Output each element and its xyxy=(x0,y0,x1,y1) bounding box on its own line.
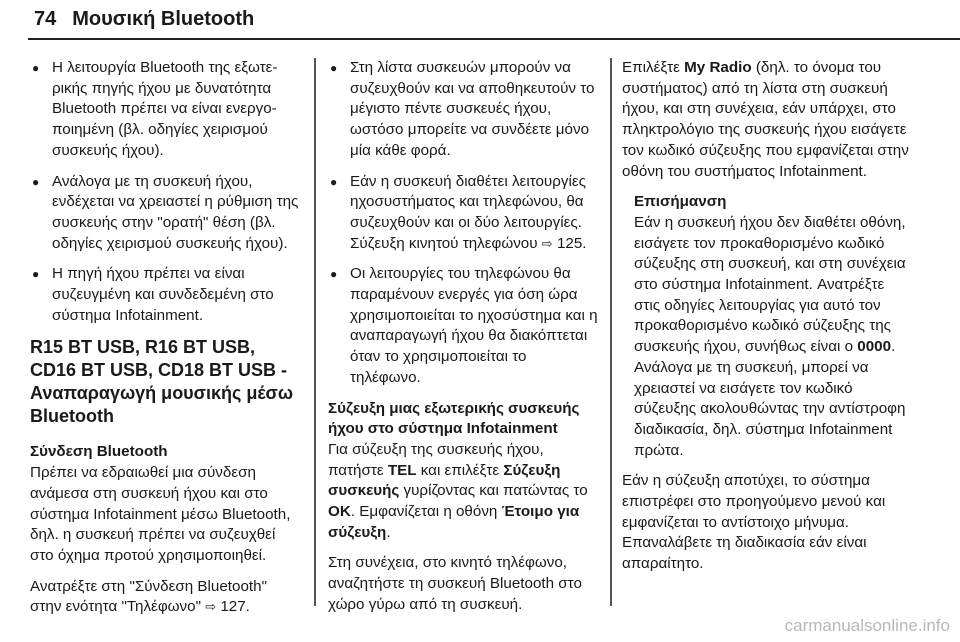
subheading-pairing: Σύζευξη μιας εξωτερικής συσκευής ήχου στο σύστημα Infotainment xyxy=(328,399,580,438)
paragraph: Ανατρέξτε στη "Σύνδεση Bluetooth" στην ενότητα "Τηλέφωνο" ⇨ 127. xyxy=(30,577,267,616)
paragraph: Εάν η σύζευξη αποτύχει, το σύστημα επιστρέφει στο προηγούμενο μενού και εμφανίζεται το αντίστοιχο μήνυμα. Επαναλάβετε τη διαδικασία εάν είναι απαραίτητο. xyxy=(622,472,886,573)
pair-device-menu: Σύζευξη συσκευής xyxy=(328,461,561,500)
column-divider-1 xyxy=(314,58,316,606)
paragraph: Πρέπει να εδραιωθεί μια σύνδεση ανάμεσα στη συσκευή ήχου και στο σύστημα Infotainment μέσω Bluetooth, δηλ. η συσκευή πρέπει να συζευχθεί στο όχημα προτού χρησιμοποιηθεί. xyxy=(30,464,291,564)
column-divider-2 xyxy=(610,58,612,606)
paragraph: Στη συνέχεια, στο κινητό τηλέφωνο, αναζητήστε τη συσκευή Bluetooth στο χώρο γύρω από τη συσκευή. xyxy=(328,554,582,613)
note-box xyxy=(634,192,914,461)
header-rule xyxy=(28,38,960,40)
page-ref-icon: ⇨ xyxy=(541,235,553,251)
list-item: ● Οι λειτουργίες του τηλεφώνου θα παραμένουν ενεργές για όση ώρα χρησιμοποιείται το ηχοσύστημα και η αναπαραγωγή ήχου θα διακόπτεται όταν το χρησιμοποιείται το τηλέφωνο. xyxy=(328,264,600,388)
page-ref-link[interactable]: 127. xyxy=(220,598,250,616)
paragraph: Για σύζευξη της συσκευής ήχου, πατήστε TEL και επιλέξτε Σύζευξη συσκευής γυρίζοντας και πατώντας το OK. Εμφανίζεται η οθόνη Έτοιμο για σύζευξη. xyxy=(328,440,588,541)
page-ref-link[interactable]: 125. xyxy=(556,234,587,252)
page-number: 74 xyxy=(34,8,57,30)
list-item: ● Ανάλογα με τη συσκευή ήχου, ενδέχεται να χρειαστεί η ρύθμιση της συσκευής στην "ορατή" θέση (βλ. οδηγίες χειρισμού συσκευής ήχου). xyxy=(30,172,302,255)
paragraph: Επιλέξτε My Radio (δηλ. το όνομα του συστήματος) από τη λίστα στη συσκευή ήχου, και στη συνέχεια, εάν υπάρχει, στο πληκτρολόγιο της συσκευής ήχου εισάγετε τον κωδικό σύζευξης που εμφανίζεται στην οθόνη του συστήματος Infotainment. xyxy=(622,59,909,180)
watermark: carmanualsonline.info xyxy=(784,616,950,635)
subheading-bluetooth-connection: Σύνδεση Bluetooth xyxy=(30,443,168,461)
section-heading: R15 BT USB, R16 BT USB, CD16 BT USB, CD18 BT USB - Αναπαραγωγή μουσικής μέσω Bluetooth xyxy=(30,337,294,427)
list-item: ● Εάν η συσκευή διαθέτει λειτουργίες ηχοσυστήματος και τηλεφώνου, θα συζευχθούν και οι δύο λειτουργίες. Σύζευξη κινητού τηλεφώνου ⇨ 125. xyxy=(328,172,600,255)
list-item: ● Η λειτουργία Bluetooth της εξωτερικής πηγής ήχου με δυνατότητα Bluetooth πρέπει να είναι ενεργοποιημένη (βλ. οδηγίες χειρισμού συσκευής ήχου). xyxy=(30,58,302,162)
column-3 xyxy=(622,58,914,585)
list-item: ● Η πηγή ήχου πρέπει να είναι συζευγμένη και συνδεδεμένη στο σύστημα Infotainment. xyxy=(30,264,302,326)
page-title: Μουσική Bluetooth xyxy=(72,8,255,30)
note-title: Επισήμανση xyxy=(634,193,727,211)
bullet-list xyxy=(328,58,600,389)
page-ref-icon: ⇨ xyxy=(205,599,217,615)
page-header xyxy=(34,8,254,31)
tel-key: TEL xyxy=(387,461,417,479)
my-radio-label: My Radio xyxy=(684,59,752,76)
bullet-list xyxy=(30,58,302,326)
column-1 xyxy=(30,58,302,628)
column-2 xyxy=(328,58,600,626)
ok-key: OK xyxy=(328,503,351,521)
ready-to-pair-screen: Έτοιμο για σύζευξη xyxy=(328,503,580,541)
list-item: ● Στη λίστα συσκευών μπορούν να συζευχθούν και να αποθηκευτούν το μέγιστο πέντε συσκευές ήχου, ωστόσο μπορείτε να συνδέετε μόνο μία κάθε φορά. xyxy=(328,58,600,162)
default-code: 0000 xyxy=(857,338,892,356)
note-text: Εάν η συσκευή ήχου δεν διαθέτει οθόνη, εισάγετε τον προκαθορισμένο κωδικό σύζευξης στη συσκευή, και στη συνέχεια στο σύστημα Infotainment. Ανατρέξτε στις οδηγίες λειτουργίας για αυτό τον προκαθορισμένο κωδικό σύζευξης της συσκευής ήχου, συνήθως είναι ο 0000. Ανάλογα με τη συσκευή, μπορεί να χρειαστεί να εισάγετε τον κωδικό σύζευξης ακολουθώντας την αντίστροφη διαδικασία, δηλ. σύστημα Infotainment πρώτα. xyxy=(634,213,906,459)
